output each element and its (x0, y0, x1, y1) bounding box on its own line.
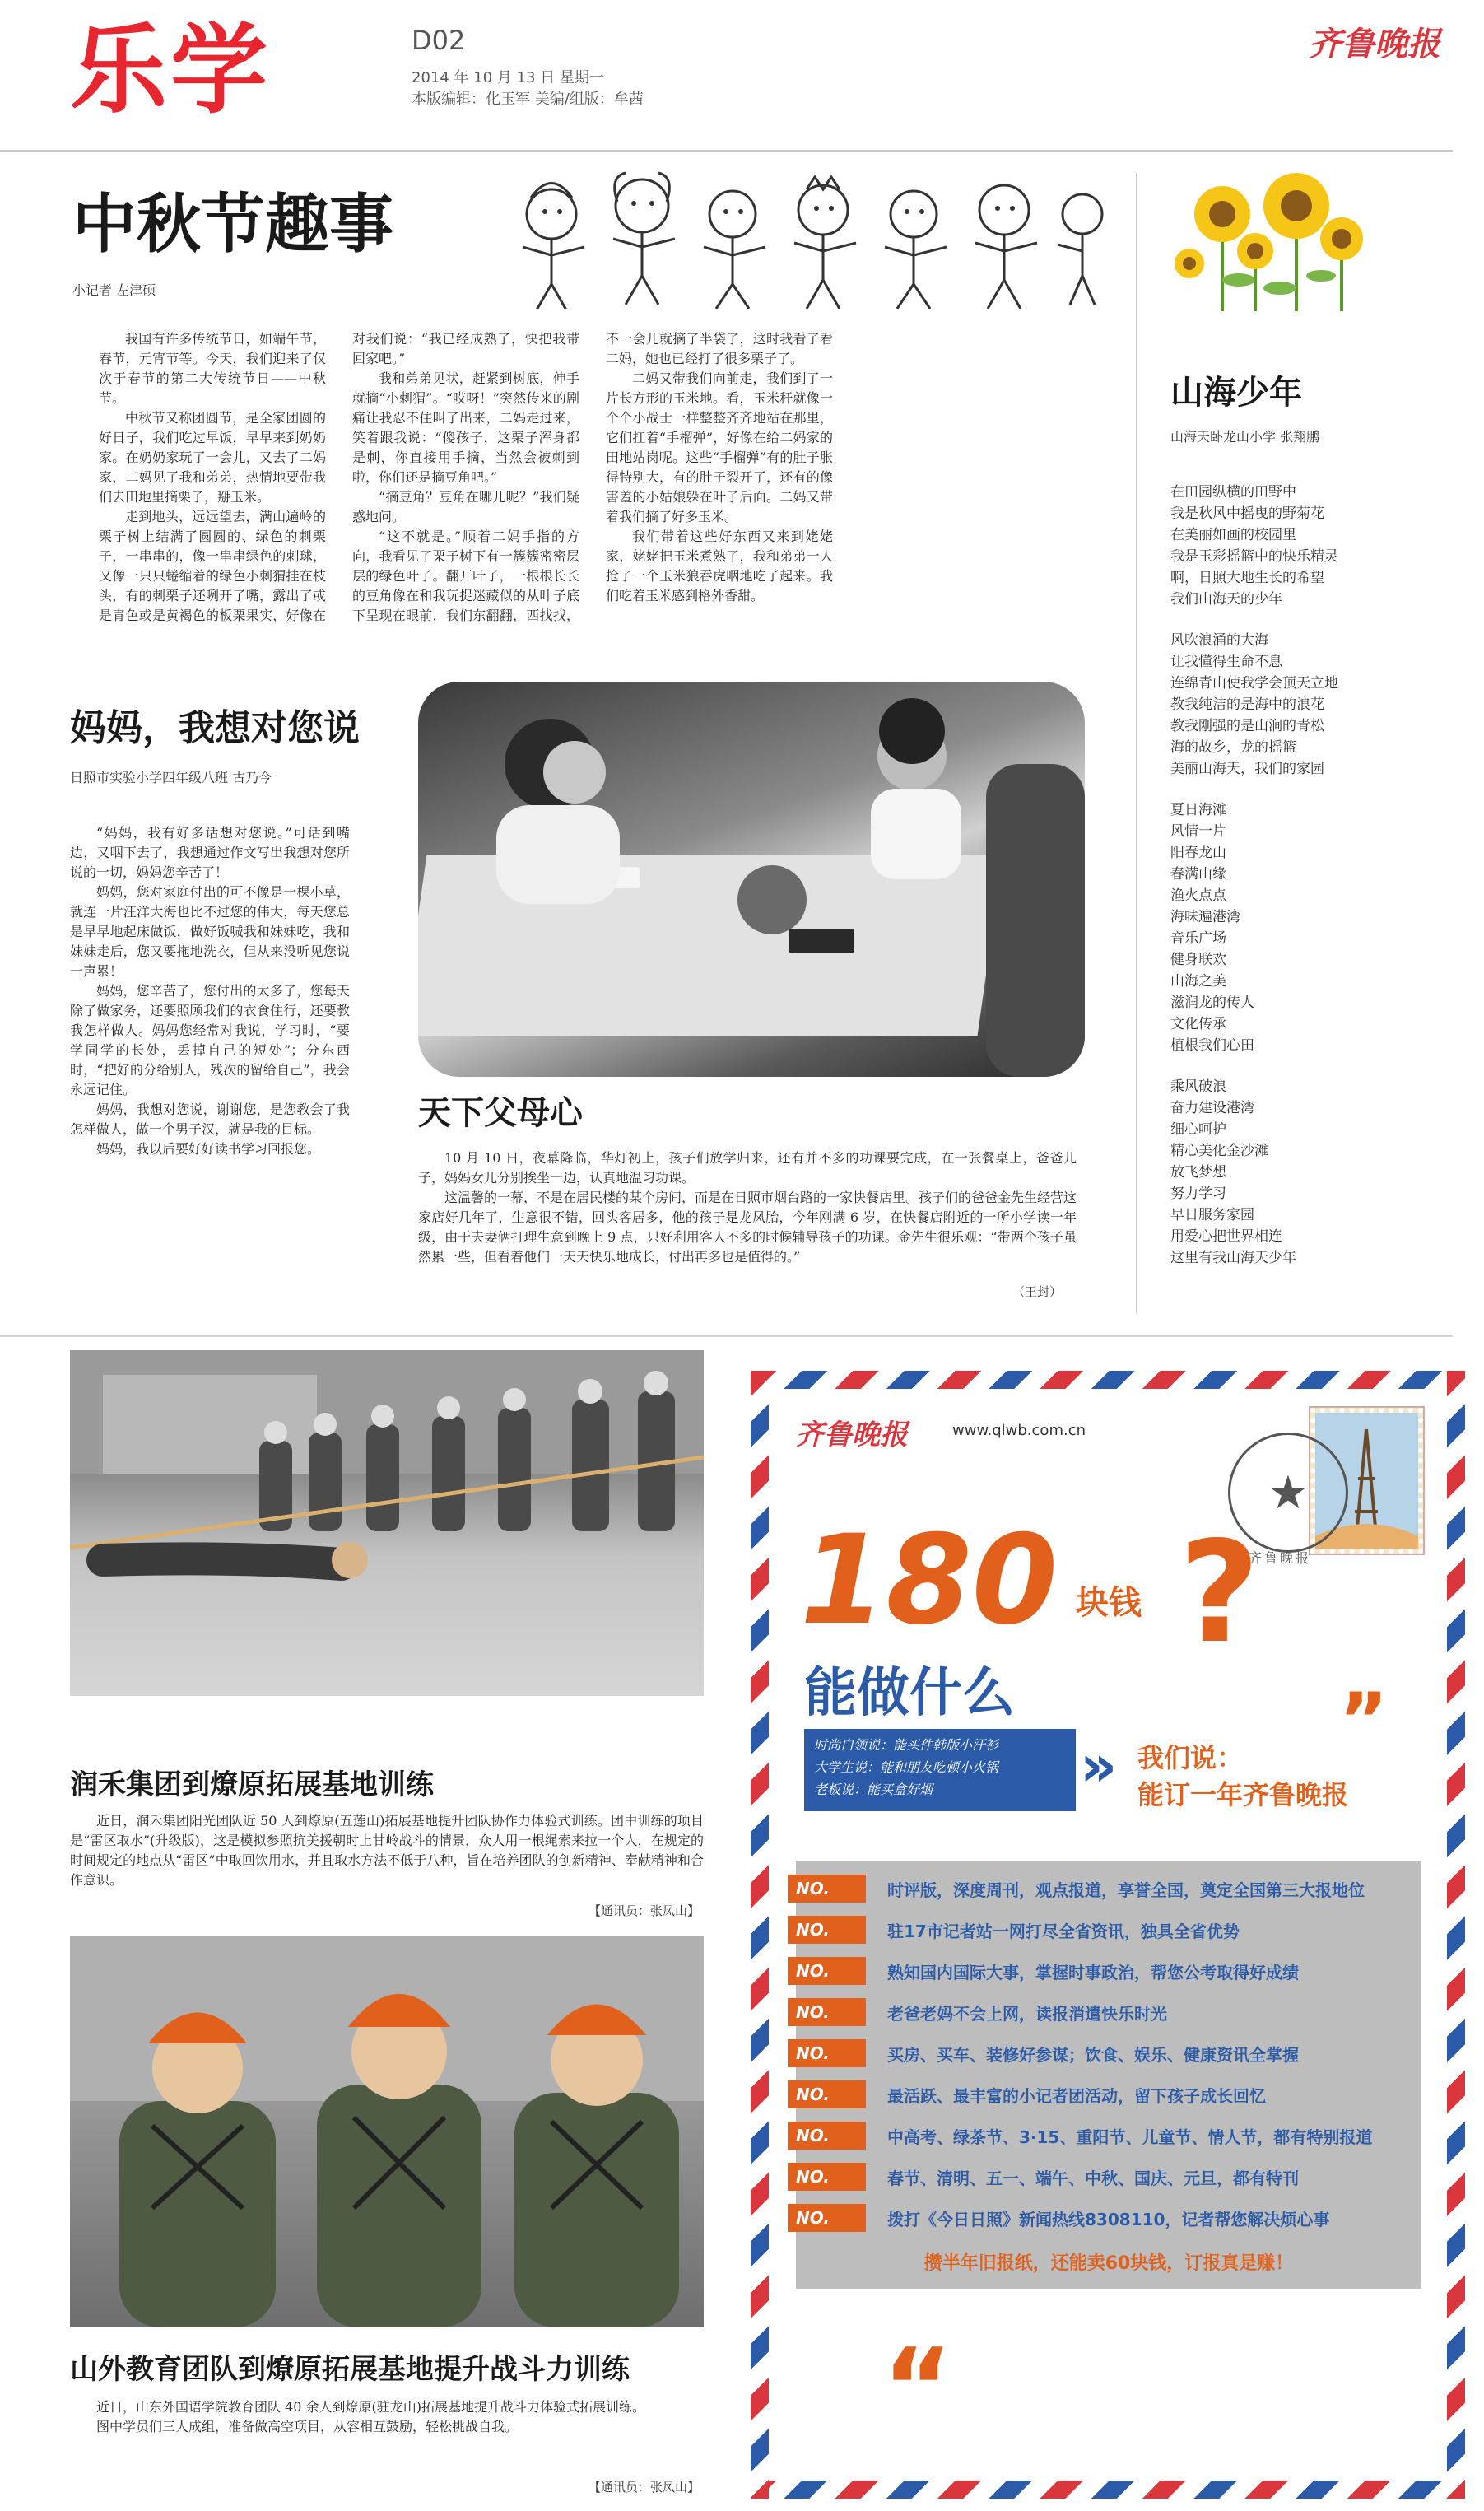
runhe-body (70, 1811, 704, 1890)
headline-poem: 山海少年 (1170, 374, 1302, 412)
no-tag: NO. (788, 2204, 866, 2232)
children-cartoon-illustration (494, 169, 1119, 309)
sunflower-illustration (1173, 165, 1370, 313)
benefit-number: 3 (843, 1952, 866, 1990)
no-tag: NO. (788, 2039, 866, 2067)
benefit-text: 熟知国内国际大事，掌握时事政治，帮您公考取得好成绩 (887, 1962, 1299, 1982)
tug-training-photo (70, 1350, 704, 1696)
benefit-number: 7 (843, 2117, 866, 2155)
open-quote-icon: “ (882, 2325, 953, 2450)
byline-midautumn: 小记者 左津硕 (72, 282, 156, 298)
quote-white-collar: 时尚白领说：能买件韩版小汗衫 (814, 1737, 999, 1753)
benefit-text: 买房、买车、装修好参谋；饮食、娱乐、健康资讯全掌握 (887, 2044, 1299, 2065)
benefit-text: 中高考、绿茶节、3·15、重阳节、儿童节、情人节，都有特别报道 (887, 2127, 1373, 2147)
quote-boss: 老板说：能买盒好烟 (814, 1782, 933, 1797)
midautumn-body (99, 329, 1086, 642)
benefit-row-1 (788, 1870, 1365, 1907)
credit-runhe: 【通讯员：张凤山】 (588, 1903, 700, 1918)
mom-paragraph-4: 妈妈，我想对您说，谢谢您，是您教会了我怎样做人，做一个男子汉，就是我的目标。 (70, 1102, 350, 1137)
benefit-number: 4 (843, 1993, 866, 2031)
headline-mom: 妈妈，我想对您说 (70, 707, 360, 749)
ad-big-question: 能做什么 (804, 1663, 1015, 1724)
poem-stanza-4: 乘风破浪 奋力建设港湾 细心呵护 精心美化金沙滩 放飞梦想 努力学习 早日服务家园 用爱心把世界相连 这里有我山海天少年 (1170, 1078, 1296, 1266)
restaurant-family-photo (418, 682, 1085, 1077)
column-divider-right (1136, 173, 1137, 1313)
benefit-text: 老爸老妈不会上网，读报消遣快乐时光 (887, 2003, 1167, 2024)
poem-stanza-2: 风吹浪涌的大海 让我懂得生命不息 连绵青山使我学会顶天立地 教我纯洁的是海中的浪花 教我刚强的是山涧的青松 海的故乡，龙的摇篮 美丽山海天，我们的家园 (1170, 632, 1338, 777)
airmail-border-left (751, 1371, 769, 2499)
subscription-ad (751, 1371, 1465, 2499)
editors-line: 本版编辑：化玉军 美编/组版：牟茜 (412, 91, 644, 108)
masthead (0, 0, 1484, 148)
ad-big-unit: 块钱 (1076, 1584, 1142, 1622)
mom-paragraph-5: 妈妈，我以后要好好读书学习回报您。 (96, 1141, 321, 1157)
helmet-team-photo (70, 1936, 704, 2327)
quote-box (804, 1729, 1076, 1811)
page-number: D02 (412, 25, 466, 56)
benefit-row-2 (788, 1912, 1240, 1948)
benefit-text: 时评版，深度周刊，观点报道，享誉全国，奠定全国第三大报地位 (887, 1880, 1365, 1900)
ad-answer: 能订一年齐鲁晚报 (1137, 1779, 1349, 1810)
mom-paragraph-1: “妈妈，我有好多话想对您说。”可话到嘴边，又咽下去了，我想通过作文写出我想对您所说的一切，妈妈您辛苦了！ (70, 825, 350, 880)
ad-answer-prefix: 我们说： (1137, 1742, 1244, 1773)
postmark-label: 齐鲁晚报 (1249, 1550, 1312, 1566)
runhe-paragraph: 近日，润禾集团阳光团队近 50 人到燎原(五莲山)拓展基地提升团队协作力体验式训练。团中训练的项目是“雷区取水”(升级版)，这是模拟参照抗美援朝时上甘岭战斗的情景，众人用一根绳索来拉一个人，在规定的时间规定的地点从“雷区”中取回饮用水，并且取水方法不低于八种，旨在培养团队的创新精神、奉献精神和合作意识。 (70, 1813, 704, 1888)
airmail-border-right (1447, 1371, 1465, 2499)
benefit-number: 8 (843, 2158, 866, 2196)
section-rule (0, 1335, 1453, 1337)
masthead-rule (0, 150, 1453, 152)
no-tag: NO. (788, 1957, 866, 1985)
ad-logo: 齐鲁晚报 (796, 1419, 908, 1451)
midautumn-paragraph-4: 我和弟弟见状，赶紧到树底，伸手就摘“小刺猬”。“哎呀！”突然传来的剧痛让我忍不住叫了出来，二妈走过来，笑着跟我说：“傻孩子，这栗子浑身都是刺，你直接用手摘，当然会被刺到啦，你们还是摘豆角吧。” (352, 370, 579, 485)
benefit-number: 6 (843, 2075, 866, 2113)
no-tag: NO. (788, 1916, 866, 1944)
section-title: 乐学 (70, 13, 272, 127)
byline-poem: 山海天卧龙山小学 张翔鹏 (1170, 429, 1320, 445)
headline-midautumn: 中秋节趣事 (72, 188, 394, 262)
mom-body (70, 823, 350, 1159)
poem-body (1170, 482, 1450, 1269)
poem-stanza-3: 夏日海滩 风情一片 阳春龙山 春满山缘 渔火点点 海味遍港湾 音乐广场 健身联欢 山海之美 滋润龙的传人 文化传承 植根我们心田 (1170, 802, 1254, 1054)
byline-mom: 日照市实验小学四年级八班 古乃今 (70, 770, 272, 785)
quote-mark-icon: ” (1339, 1677, 1389, 1763)
benefit-row-8 (788, 2159, 1299, 2195)
mom-paragraph-3: 妈妈，您辛苦了，您付出的太多了，您每天除了做家务，还要照顾我们的衣食住行，还要教我怎样做人。妈妈您经常对我说，学习时，“要学同学的长处，丢掉自己的短处”；分东西时，“把好的分给别人，残次的留给自己”，我会永远记住。 (70, 983, 350, 1097)
midautumn-paragraph-2: 中秋节又称团圆节，是全家团圆的好日子，我们吃过早饭，早早来到奶奶家。在奶奶家玩了一会儿，又去了二妈家，二妈见了我和弟弟，热情地要带我们去田地里摘栗子，掰玉米。 (99, 410, 326, 505)
benefit-row-9 (788, 2200, 1329, 2236)
no-tag: NO. (788, 2080, 866, 2108)
poem-stanza-1: 在田园纵横的田野中 我是秋风中摇曳的野菊花 在美丽如画的校园里 我是玉彩摇篮中的快乐精灵 啊，日照大地生长的希望 我们山海天的少年 (1170, 484, 1338, 608)
benefit-text: 拨打《今日日照》新闻热线8308110，记者帮您解决烦心事 (887, 2209, 1330, 2229)
benefit-row-5 (788, 2035, 1299, 2071)
chevron-right-icon: » (1080, 1732, 1118, 1800)
no-tag: NO. (788, 1875, 866, 1903)
benefit-row-7 (788, 2117, 1372, 2154)
midautumn-paragraph-1: 我国有许多传统节日，如端午节，春节，元宵节等。今天，我们迎来了仅次于春节的第二大传统节日——中秋节。 (99, 331, 326, 406)
issue-date: 2014 年 10 月 13 日 星期一 (412, 69, 604, 86)
parents-paragraph-1: 10 月 10 日，夜幕降临，华灯初上，孩子们放学归来，还有并不多的功课要完成，在一张餐桌上，爸爸儿子，妈妈女儿分别挨坐一边，认真地温习功课。 (418, 1150, 1077, 1186)
benefit-row-4 (788, 1994, 1167, 2030)
midautumn-paragraph-6: “这不就是。”顺着二妈手指的方向，我看见了栗子树下有一簇簇密密层层的绿色叶子。翻开叶子，一根根长长的豆角像在和我玩捉迷藏似的从叶子底下呈现在眼前，我们东翻翻，西找找，不一会儿就摘了半袋了，这时我看了看二妈，她也已经打了很多栗子了。 (352, 331, 833, 623)
no-tag: NO. (788, 1998, 866, 2026)
parents-paragraph-2: 这温馨的一幕，不是在居民楼的某个房间，而是在日照市烟台路的一家快餐店里。孩子们的爸爸金先生经营这家店好几年了，生意很不错，回头客居多，他的孩子是龙凤胎，今年刚满 6 岁，在快餐店附近的一所小学读一年级，由于夫妻俩打理生意到晚上 9 点，只好利用客人不多的时候辅导孩子的功课。金先生很乐观：“带两个孩子虽然累一些，但看着他们一天天快乐地成长，付出再多也是值得的。” (418, 1190, 1077, 1265)
benefit-text: 春节、清明、五一、端午、中秋、国庆、元旦，都有特刊 (887, 2168, 1299, 2188)
benefits-list (788, 1870, 1430, 2282)
ad-big-number: 180 (800, 1509, 1058, 1652)
ad-footer-note: 攒半年旧报纸，还能卖60块钱，订报真是赚！ (923, 2253, 1294, 2274)
midautumn-paragraph-3: 走到地头，远远望去，满山遍岭的栗子树上结满了圆圆的、绿色的刺栗子，一串串的，像一串串绿色的刺球，又像一只只蜷缩着的绿色小刺猬挂在枝头，有的刺栗子还咧开了嘴，露出了或是青色或是黄褐色的板栗果实，好像在对我们说：“我已经成熟了，快把我带回家吧。” (99, 331, 579, 623)
headline-parents: 天下父母心 (418, 1094, 583, 1132)
midautumn-paragraph-7: 二妈又带我们向前走，我们到了一片长方形的玉米地。看，玉米秆就像一个个小战士一样整整齐齐地站在那里，它们扛着“手榴弹”，好像在给二妈家的田地站岗呢。这些“手榴弹”有的肚子胀得特别大，有的肚子裂开了，还有的像害羞的小姑娘躲在叶子后面。二妈又带着我们摘了好多玉米。 (606, 370, 833, 524)
benefit-number: 9 (843, 2199, 866, 2237)
benefit-text: 最活跃、最丰富的小记者团活动，留下孩子成长回忆 (887, 2085, 1266, 2106)
headline-shanwai: 山外教育团队到燎原拓展基地提升战斗力训练 (70, 2353, 630, 2386)
benefit-text: 驻17市记者站一网打尽全省资讯，独具全省优势 (887, 1921, 1240, 1941)
no-tag: NO. (788, 2163, 866, 2191)
star-icon: ★ (1267, 1465, 1310, 1520)
paper-logo: 齐鲁晚报 (1309, 25, 1440, 63)
midautumn-paragraph-5: “摘豆角？豆角在哪儿呢？”我们疑惑地问。 (352, 489, 579, 524)
benefit-number: 5 (843, 2034, 866, 2072)
parents-body (418, 1148, 1077, 1267)
benefit-row-6 (788, 2076, 1266, 2113)
midautumn-paragraph-8: 我们带着这些好东西又来到姥姥家，姥姥把玉米煮熟了，我和弟弟一人抢了一个玉米狼吞虎咽地吃了起来。我们吃着玉米感到格外香甜。 (606, 529, 833, 603)
credit-shanwai: 【通讯员：张凤山】 (588, 2480, 700, 2495)
shanwai-body (70, 2397, 704, 2437)
question-mark-icon: ? (1179, 1512, 1260, 1675)
benefit-row-3 (788, 1953, 1299, 1989)
shanwai-paragraph-1: 近日，山东外国语学院教育团队 40 余人到燎原(驻龙山)拓展基地提升战斗力体验式拓展训练。 (96, 2399, 646, 2415)
shanwai-paragraph-2: 图中学员们三人成组，准备做高空项目，从容相互鼓励，轻松挑战自我。 (96, 2419, 519, 2434)
benefit-number: 1 (843, 1870, 866, 1908)
airmail-border-top (751, 1371, 1465, 1389)
credit-parents: （王封） (1012, 1284, 1062, 1299)
mom-paragraph-2: 妈妈，您对家庭付出的可不像是一棵小草，就连一片汪洋大海也比不过您的伟大，每天您总是早早地起床做饭，做好饭喊我和妹妹吃，我和妹妹走后，您又要拖地洗衣，但从来没听见您说一声累！ (70, 884, 350, 979)
ad-url: www.qlwb.com.cn (952, 1422, 1086, 1439)
quote-student: 大学生说：能和朋友吃顿小火锅 (814, 1759, 999, 1775)
benefit-number: 2 (843, 1911, 866, 1949)
no-tag: NO. (788, 2122, 866, 2150)
headline-runhe: 润禾集团到燎原拓展基地训练 (70, 1768, 434, 1801)
airmail-border-bottom (751, 2481, 1465, 2499)
